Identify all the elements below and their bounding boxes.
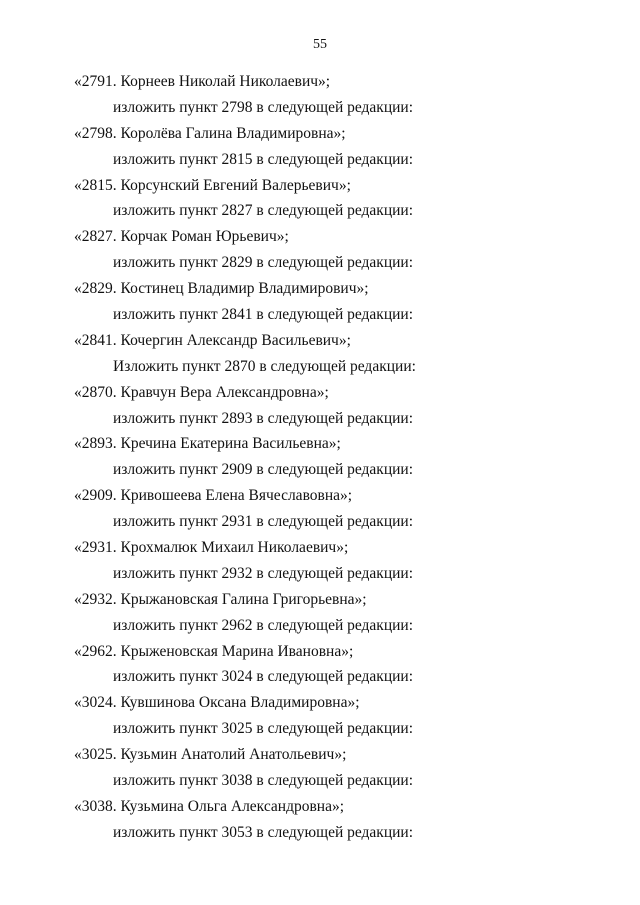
amendment-instruction: изложить пункт 3038 в следующей редакции: [113, 772, 414, 790]
page-number: 55 [313, 37, 327, 52]
list-entry: «2909. Кривошеева Елена Вячеславовна»; [74, 487, 353, 505]
list-entry: «2827. Корчак Роман Юрьевич»; [74, 228, 289, 246]
list-entry: «2791. Корнеев Николай Николаевич»; [74, 73, 331, 90]
amendment-instruction: изложить пункт 2893 в следующей редакции: [113, 409, 414, 427]
list-entry: «3025. Кузьмин Анатолий Анатольевич»; [74, 746, 347, 764]
list-entry: «3038. Кузьмина Ольга Александровна»; [74, 797, 345, 815]
list-entry: «3024. Кувшинова Оксана Владимировна»; [74, 694, 360, 712]
amendment-instruction: изложить пункт 2962 в следующей редакции: [113, 616, 414, 634]
amendment-instruction: изложить пункт 2815 в следующей редакции: [113, 150, 414, 168]
list-entry: «2815. Корсунский Евгений Валерьевич»; [74, 176, 351, 194]
amendment-instruction: изложить пункт 2827 в следующей редакции: [113, 202, 414, 220]
list-entry: «2829. Костинец Владимир Владимирович»; [74, 280, 369, 298]
amendment-instruction: изложить пункт 3024 в следующей редакции: [113, 668, 414, 686]
amendment-instruction: Изложить пункт 2870 в следующей редакции: [113, 357, 416, 375]
amendment-instruction: изложить пункт 2931 в следующей редакции: [113, 513, 414, 531]
amendment-list [0, 69, 640, 846]
amendment-instruction: изложить пункт 2841 в следующей редакции: [113, 306, 414, 324]
list-entry: «2932. Крыжановская Галина Григорьевна»; [74, 590, 367, 608]
amendment-instruction: изложить пункт 2909 в следующей редакции: [113, 461, 414, 479]
amendment-instruction: изложить пункт 2932 в следующей редакции: [113, 564, 414, 582]
list-entry: «2870. Кравчун Вера Александровна»; [74, 383, 329, 401]
list-entry: «2893. Кречина Екатерина Васильевна»; [74, 435, 341, 453]
amendment-instruction: изложить пункт 2829 в следующей редакции: [113, 254, 414, 272]
amendment-instruction: изложить пункт 2798 в следующей редакции: [113, 98, 414, 116]
amendment-instruction: изложить пункт 3025 в следующей редакции: [113, 720, 414, 738]
list-entry: «2798. Королёва Галина Владимировна»; [74, 124, 346, 142]
list-entry: «2962. Крыженовская Марина Ивановна»; [74, 642, 354, 660]
amendment-instruction: изложить пункт 3053 в следующей редакции: [113, 823, 414, 841]
list-entry: «2931. Крохмалюк Михаил Николаевич»; [74, 539, 349, 557]
list-entry: «2841. Кочергин Александр Васильевич»; [74, 331, 351, 349]
